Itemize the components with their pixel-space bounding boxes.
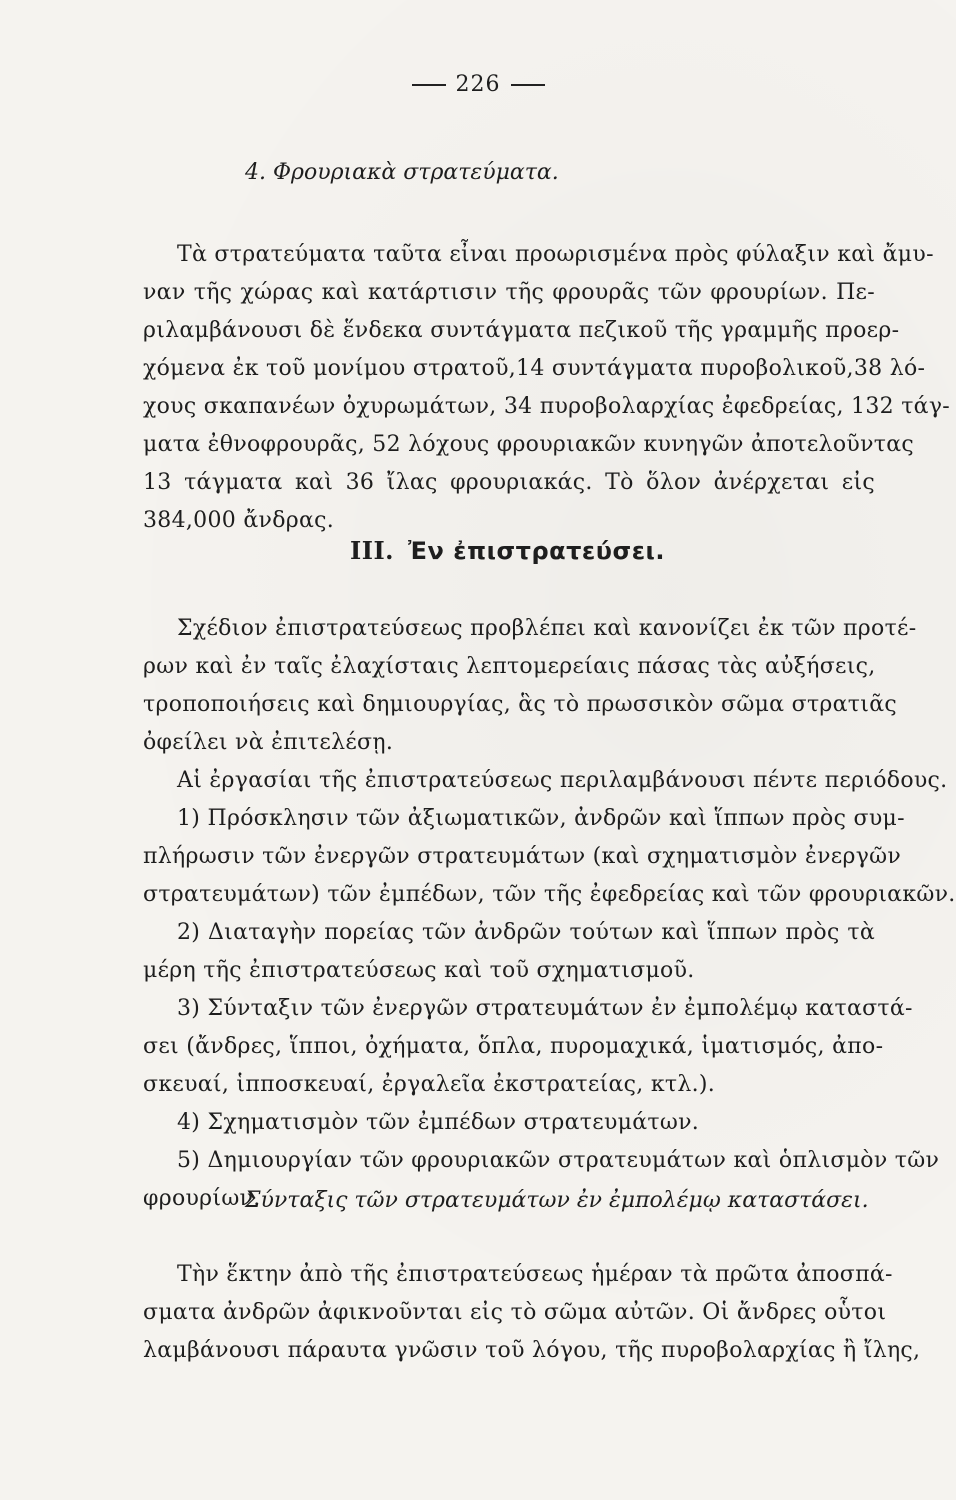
list-item-line: μέρη τῆς ἐπιστρατεύσεως καὶ τοῦ σχηματισμοῦ.: [143, 958, 695, 983]
list-item-line: πλήρωσιν τῶν ἐνεργῶν στρατευμάτων (καὶ σχηματισμὸν ἐνεργῶν: [143, 844, 902, 869]
page-number-text: 226: [455, 72, 501, 97]
list-item-line: στρατευμάτων) τῶν ἐμπέδων, τῶν τῆς ἐφεδρείας καὶ τῶν φρουριακῶν.: [143, 882, 956, 907]
text-line: τροποποιήσεις καὶ δημιουργίας, ἃς τὸ πρωσσικὸν σῶμα στρατιᾶς: [143, 692, 897, 717]
text-line: ριλαμβάνουσι δὲ ἕνδεκα συντάγματα πεζικοῦ τῆς γραμμῆς προερ-: [143, 318, 900, 343]
text-line: 13 τάγματα καὶ 36 ἴλας φρουριακάς. Τὸ ὅλον ἀνέρχεται εἰς: [143, 470, 875, 495]
subsection-4-paragraph: [143, 236, 951, 540]
text-line: Σχέδιον ἐπιστρατεύσεως προβλέπει καὶ κανονίζει ἐκ τῶν προτέ-: [177, 616, 917, 641]
text-line: Αἱ ἐργασίαι τῆς ἐπιστρατεύσεως περιλαμβάνουσι πέντε περιόδους.: [177, 768, 948, 793]
text-line: χόμενα ἐκ τοῦ μονίμου στρατοῦ,14 συντάγματα πυροβολικοῦ,38 λό-: [143, 356, 926, 381]
subsection-war-paragraph: [143, 1256, 921, 1370]
text-line: ματα ἐθνοφρουρᾶς, 52 λόχους φρουριακῶν κυνηγῶν ἀποτελοῦντας: [143, 432, 915, 457]
text-line: σματα ἀνδρῶν ἀφικνοῦνται εἰς τὸ σῶμα αὐτῶν. Οἱ ἄνδρες οὗτοι: [143, 1300, 887, 1325]
text-line: λαμβάνουσι πάραυτα γνῶσιν τοῦ λόγου, τῆς πυροβολαρχίας ἢ ἴλης,: [143, 1338, 921, 1363]
list-item-line: 2) Διαταγὴν πορείας τῶν ἀνδρῶν τούτων καὶ ἵππων πρὸς τὰ: [177, 920, 875, 945]
text-line: ρων καὶ ἐν ταῖς ἐλαχίσταις λεπτομερείαις πάσας τὰς αὐξήσεις,: [143, 654, 876, 679]
dash-right: [511, 84, 545, 86]
text-line: ὀφείλει νὰ ἐπιτελέσῃ.: [143, 730, 394, 755]
list-item-line: 3) Σύνταξιν τῶν ἐνεργῶν στρατευμάτων ἐν ἐμπολέμῳ καταστά-: [177, 996, 913, 1021]
list-item-line: σει (ἄνδρες, ἵπποι, ὀχήματα, ὅπλα, πυρομαχικά, ἱματισμός, ἀπο-: [143, 1034, 884, 1059]
text-line: Τὰ στρατεύματα ταῦτα εἶναι προωρισμένα πρὸς φύλαξιν καὶ ἄμυ-: [177, 242, 934, 267]
list-item-line: 4) Σχηματισμὸν τῶν ἐμπέδων στρατευμάτων.: [177, 1110, 700, 1135]
section-heading-3: [350, 536, 665, 565]
list-item-line: σκευαί, ἱπποσκευαί, ἐργαλεῖα ἐκστρατείας, κτλ.).: [143, 1072, 716, 1097]
dash-left: [412, 84, 446, 86]
section-title: Ἐν ἐπιστρατεύσει.: [408, 537, 666, 565]
subsection-title-4: 4. Φρουριακὰ στρατεύματα.: [245, 160, 559, 185]
page-number: [0, 72, 956, 97]
list-item-line: φρουρίων.: [143, 1186, 261, 1211]
list-item-line: 5) Δημιουργίαν τῶν φρουριακῶν στρατευμάτων καὶ ὁπλισμὸν τῶν: [177, 1148, 940, 1173]
text-line: ναν τῆς χώρας καὶ κατάρτισιν τῆς φρουρᾶς τῶν φρουρίων. Πε-: [143, 280, 875, 305]
section-roman-numeral: III.: [350, 536, 395, 565]
text-line: 384,000 ἄνδρας.: [143, 508, 335, 533]
subsection-title-war: Σύνταξις τῶν στρατευμάτων ἐν ἐμπολέμῳ καταστάσει.: [245, 1188, 869, 1213]
list-item-line: 1) Πρόσκλησιν τῶν ἀξιωματικῶν, ἀνδρῶν καὶ ἵππων πρὸς συμ-: [177, 806, 905, 831]
text-line: Τὴν ἕκτην ἀπὸ τῆς ἐπιστρατεύσεως ἡμέραν τὰ πρῶτα ἀποσπά-: [177, 1262, 893, 1287]
text-line: χους σκαπανέων ὀχυρωμάτων, 34 πυροβολαρχίας ἐφεδρείας, 132 τάγ-: [143, 394, 951, 419]
section-3-body: [143, 610, 956, 1218]
